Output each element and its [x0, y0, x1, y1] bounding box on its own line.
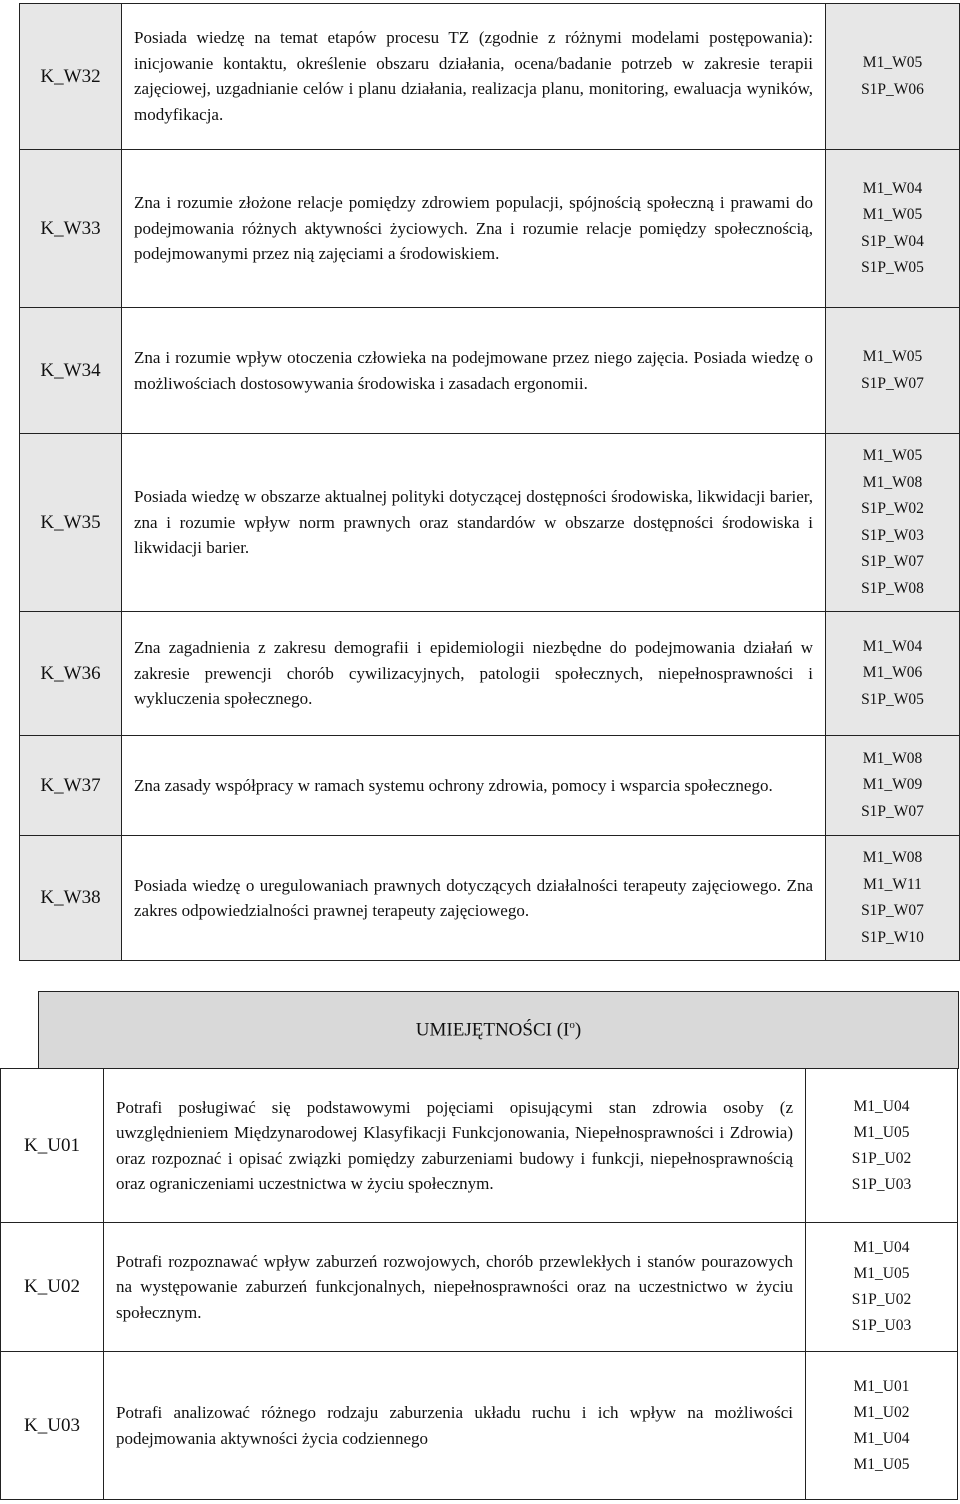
reference-code: S1P_W07: [861, 374, 924, 392]
outcome-description: Potrafi rozpoznawać wpływ zaburzeń rozwojowych, chorób przewlekłych i stanów pourazowych na występowanie zaburzeń funkcjonalnych, niepełnosprawności oraz na uczestnictwo w życiu społecznym.: [104, 1223, 806, 1352]
outcome-code: K_W38: [20, 836, 122, 961]
outcome-description: Posiada wiedzę o uregulowaniach prawnych dotyczących działalności terapeuty zajęciowego. Zna zakres odpowiedzialności prawnej terapeuty zajęciowego.: [122, 836, 826, 961]
section-title-close: ): [574, 1019, 582, 1041]
reference-codes: [826, 4, 960, 150]
reference-code: S1P_W04: [861, 232, 924, 250]
reference-codes: [826, 308, 960, 434]
reference-code: M1_W08: [862, 849, 923, 866]
outcome-code: K_U03: [1, 1352, 104, 1500]
table-row: [1, 1069, 958, 1223]
reference-code: S1P_W06: [861, 80, 924, 98]
reference-code: S1P_U02: [851, 1149, 912, 1167]
outcome-code: K_W36: [20, 612, 122, 736]
reference-code: M1_W09: [862, 776, 923, 794]
table-row: [20, 836, 960, 961]
outcome-description: Zna zasady współpracy w ramach systemu ochrony zdrowia, pomocy i wsparcia społecznego.: [122, 736, 826, 836]
reference-code: M1_W05: [862, 206, 923, 223]
table-row: [20, 150, 960, 308]
outcome-code: K_W33: [20, 150, 122, 308]
table-row: [1, 1352, 958, 1500]
reference-codes: [806, 1223, 958, 1352]
reference-code: S1P_W07: [861, 902, 924, 919]
section-title-superscript: o: [569, 1019, 575, 1031]
reference-codes: [826, 736, 960, 836]
reference-code: S1P_W08: [861, 579, 924, 597]
reference-codes: [826, 612, 960, 736]
outcome-code: K_W34: [20, 308, 122, 434]
outcome-code: K_W35: [20, 434, 122, 612]
reference-code: S1P_W05: [861, 690, 924, 708]
table-row: [20, 612, 960, 736]
outcome-description: Zna i rozumie złożone relacje pomiędzy zdrowiem populacji, spójnością społeczną i prawami do podejmowania różnych aktywności życiowych. Zna i rozumie relacje pomiędzy społecznością, podejmowanymi przez nią zajęciami a środowiskiem.: [122, 150, 826, 308]
reference-code: M1_U05: [853, 1123, 910, 1141]
reference-code: M1_W08: [862, 473, 923, 491]
reference-code: M1_W06: [862, 664, 923, 682]
section-header: [38, 991, 959, 1069]
skills-outcomes-table: [0, 1068, 958, 1500]
table-row: [20, 4, 960, 150]
outcome-description: Potrafi posługiwać się podstawowymi pojęciami opisującymi stan zdrowia osoby (z uwzględnieniem Międzynarodowej Klasyfikacji Funkcjonowania, Niepełnosprawności i Zdrowia) oraz rozpoznać i opisać związki pomiędzy zaburzeniami budowy i funkcji, niepełnosprawnością oraz ograniczeniami uczestnictwa w życiu społecznym.: [104, 1069, 806, 1223]
reference-code: M1_W11: [863, 875, 922, 893]
section-title: [39, 1019, 958, 1041]
reference-code: S1P_U03: [851, 1317, 912, 1334]
reference-codes: [826, 434, 960, 612]
reference-code: M1_U02: [853, 1403, 910, 1421]
outcome-description: Potrafi analizować różnego rodzaju zaburzenia układu ruchu i ich wpływ na możliwości podejmowania aktywności życia codziennego: [104, 1352, 806, 1500]
outcome-description: Zna i rozumie wpływ otoczenia człowieka na podejmowane przez niego zajęcia. Posiada wiedzę o możliwościach dostosowywania środowiska i zasadach ergonomii.: [122, 308, 826, 434]
table-row: [20, 736, 960, 836]
outcome-code: K_W37: [20, 736, 122, 836]
reference-code: S1P_W05: [861, 259, 924, 276]
reference-code: M1_U05: [853, 1455, 910, 1473]
knowledge-outcomes-table: [19, 3, 960, 961]
reference-code: S1P_W03: [861, 526, 924, 544]
reference-codes: [826, 836, 960, 961]
reference-code: M1_W05: [862, 54, 923, 71]
table-row: [20, 434, 960, 612]
outcome-code: K_U02: [1, 1223, 104, 1352]
outcome-description: Zna zagadnienia z zakresu demografii i epidemiologii niezbędne do podejmowania działań w zakresie prewencji chorób cywilizacyjnych, patologii społecznych, niepełnosprawności i wykluczenia społecznego.: [122, 612, 826, 736]
reference-code: S1P_U03: [851, 1175, 912, 1193]
reference-code: M1_U04: [853, 1429, 910, 1447]
reference-code: S1P_U02: [851, 1291, 912, 1308]
table-row: [1, 1223, 958, 1352]
reference-code: S1P_W07: [861, 802, 924, 820]
reference-codes: [826, 150, 960, 308]
reference-code: M1_U01: [853, 1377, 910, 1395]
reference-code: M1_U04: [853, 1239, 910, 1256]
reference-code: S1P_W02: [861, 500, 924, 517]
reference-code: M1_W04: [862, 179, 923, 197]
reference-code: M1_W05: [862, 447, 923, 464]
table-row: [20, 308, 960, 434]
reference-codes: [806, 1069, 958, 1223]
reference-code: S1P_W07: [861, 553, 924, 570]
outcome-code: K_U01: [1, 1069, 104, 1223]
reference-code: S1P_W10: [861, 928, 924, 946]
section-title-text: UMIEJĘTNOŚCI (I: [415, 1019, 570, 1041]
outcome-description: Posiada wiedzę w obszarze aktualnej polityki dotyczącej dostępności środowiska, likwidacji barier, zna i rozumie wpływ norm prawnych oraz standardów w obszarze dostępności środowiska i likwidacji barier.: [122, 434, 826, 612]
outcome-code: K_W32: [20, 4, 122, 150]
reference-code: M1_W08: [862, 749, 923, 767]
reference-code: M1_U05: [853, 1265, 910, 1282]
reference-code: M1_W05: [862, 348, 923, 365]
reference-code: M1_U04: [853, 1097, 910, 1115]
reference-code: M1_W04: [862, 637, 923, 655]
reference-codes: [806, 1352, 958, 1500]
outcome-description: Posiada wiedzę na temat etapów procesu TZ (zgodnie z różnymi modelami postępowania): inicjowanie kontaktu, określenie obszaru działania, ocena/badanie potrzeb w zakresie terapii zajęciowej, uzgadnianie celów i planu działania, realizacja planu, monitoring, ewaluacja wyników, modyfikacja.: [122, 4, 826, 150]
